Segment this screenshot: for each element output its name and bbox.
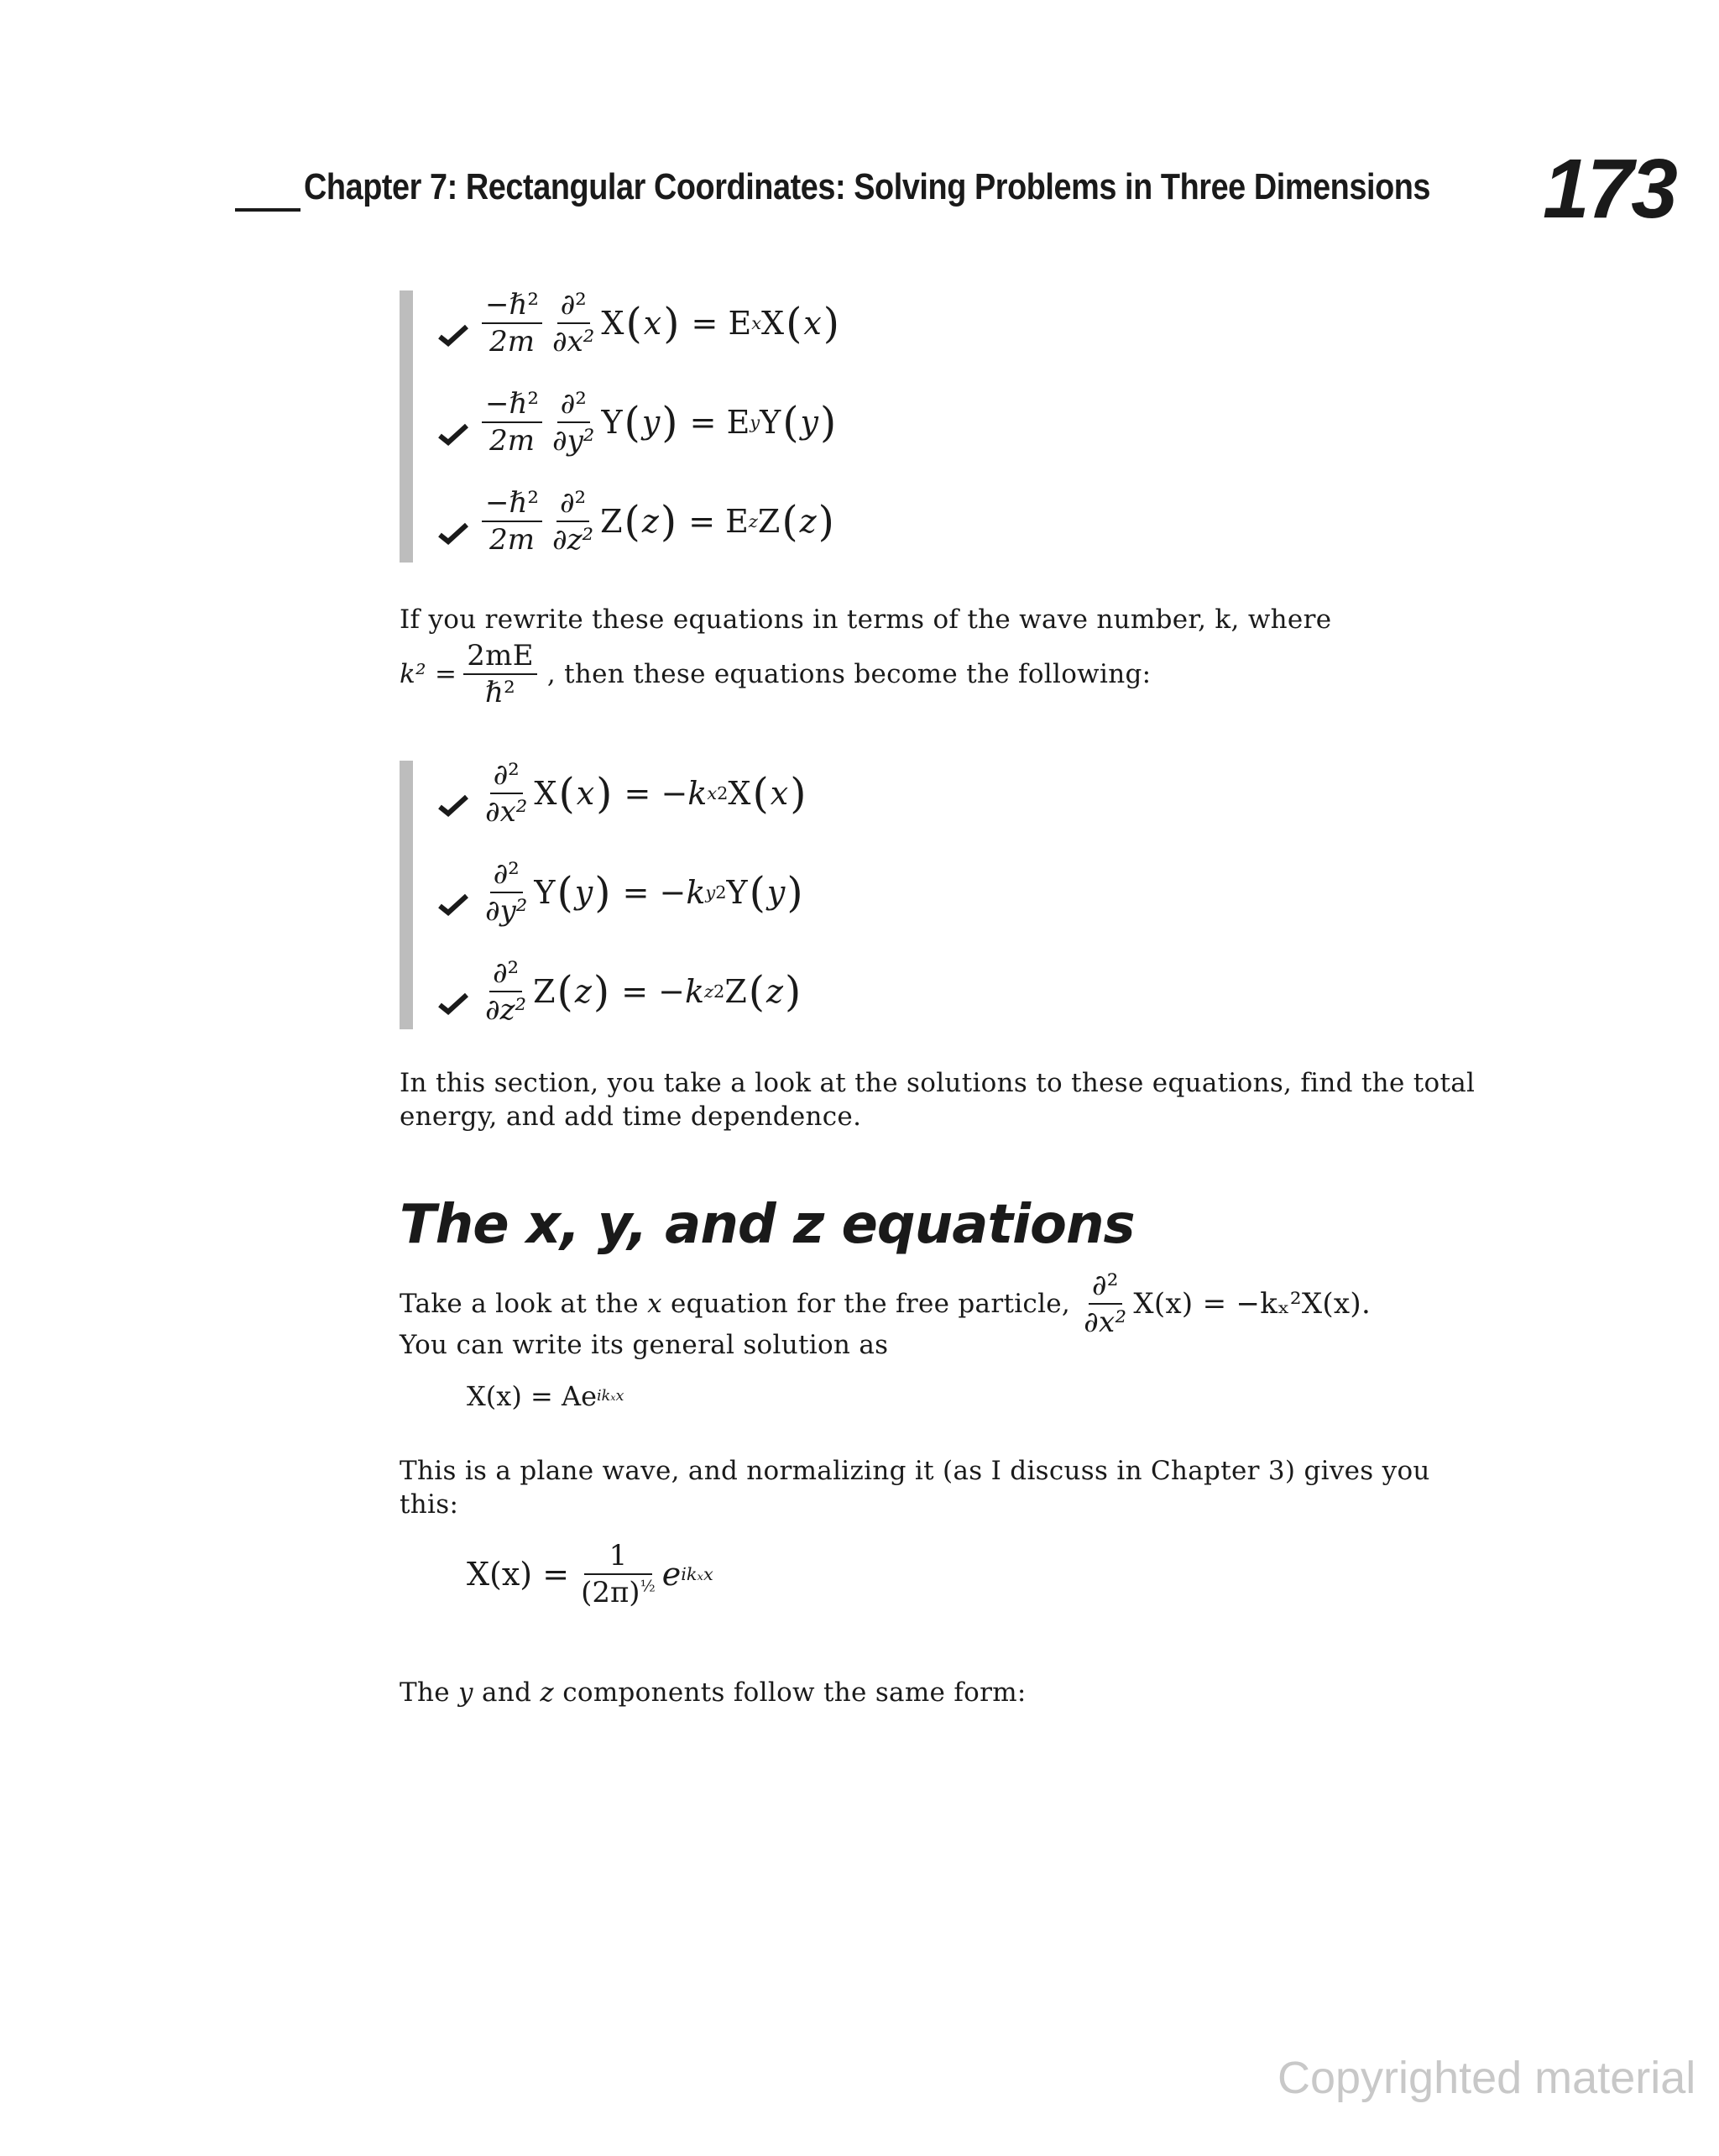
equation: $\frac{\text{−ℏ²}}{2m}$ $\frac{\text{∂²}}{\text{∂x²}}$ X ( x ) = E x X ( x ) [478,290,841,356]
paragraph-line: Take a look at the x equation for the free particle, $\frac{\text{∂²}}{\text{∂x²}}$ X(x) = −kₓ²X(x). [400,1269,1372,1339]
paragraph-line [400,641,1482,707]
paragraph-text: , then these equations become the following: [546,659,1152,689]
checkmark-icon [438,421,468,446]
running-header-title: Chapter 7: Rectangular Coordinates: Solving Problems in Three Dimensions [304,166,1431,207]
paragraph-plane-wave: This is a plane wave, and normalizing it (as I discuss in Chapter 3) gives you this: [400,1456,1430,1520]
k-definition-lhs: k² = [400,659,457,689]
checkmark-icon [438,990,468,1015]
paragraph-take-look [400,1271,1482,1362]
checkmark-icon [438,322,468,347]
equation: $\frac{\text{∂²}}{\text{∂x²}}$ X ( x ) = − k x 2 X ( x ) [485,758,807,829]
equation-list-1 [400,288,840,563]
equation-item-z [438,486,836,557]
equation-list-2 [400,758,807,1029]
paragraph-line: You can write its general solution as [400,1330,889,1360]
equation: $\frac{\text{∂²}}{\text{∂z²}}$ Z ( z ) = − k z 2 Z ( z ) [485,956,802,1027]
equation: $\frac{\text{∂²}}{\text{∂y²}}$ Y ( y ) = − k y 2 Y ( y ) [485,857,803,928]
equation: $\frac{\text{−ℏ²}}{2m}$ $\frac{\text{∂²}}{\text{∂y²}}$ Y ( y ) = E y Y ( y ) [478,390,838,455]
page-number: 173 [1543,142,1675,236]
checkmark-icon [438,891,468,916]
equation-item-x [438,290,841,356]
checkmark-icon [438,792,468,817]
equation-item-x [438,758,807,829]
inline-equation: X(x) = −kₓ²X(x). [1133,1287,1372,1321]
equation-item-z [438,956,802,1027]
general-solution-equation: X(x) = Ae ikₓx [467,1380,624,1412]
k-definition-fraction: $\frac{2mE}{\text{ℏ²}}$ [463,641,537,707]
checkmark-icon [438,520,468,545]
paragraph-section-intro: In this section, you take a look at the solutions to these equations, find the total energy, and add time dependence. [400,1068,1476,1132]
paragraph-line: If you rewrite these equations in terms of the wave number, k, where [400,604,1332,635]
normalized-equation: X(x) = $\frac{1}{(2\pi)^{\frac{1}{2}}}$ e ikₓx [467,1539,713,1609]
header-rule [235,208,300,212]
inline-fraction: $\frac{\text{∂²}}{\text{∂x²}}$ [1084,1269,1127,1339]
paragraph-wave-number [400,603,1482,707]
equation: $\frac{\text{−ℏ²}}{2m}$ $\frac{\text{∂²}}{\text{∂z²}}$ Z ( z ) = E z Z ( z ) [478,489,836,554]
copyright-watermark: Copyrighted material [1277,2053,1696,2103]
equation-item-y [438,857,805,928]
paragraph-components: The y and z components follow the same form: [400,1677,1027,1708]
section-heading: The x, y, and z equations [400,1194,1135,1256]
equation-item-y [438,387,838,458]
